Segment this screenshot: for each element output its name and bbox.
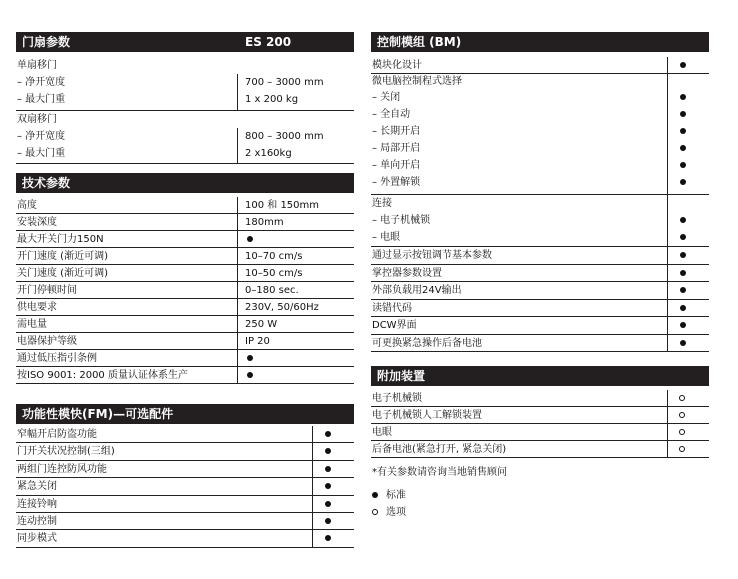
bm-table: [371, 57, 709, 352]
tech-row-1: [16, 214, 354, 231]
standard-dot-icon: [680, 270, 686, 276]
acc-table: [371, 390, 709, 458]
double-door-title: 双扇移门: [17, 114, 57, 125]
bm-row-5-label: 可更换紧急操作后备电池: [372, 337, 482, 349]
tech-params-header: [16, 173, 354, 193]
fm-row-4: [16, 496, 354, 513]
bm-row-1-label: 掌控器参数设置: [372, 267, 442, 279]
bm-modular-label: 模块化设计: [372, 60, 422, 71]
bm-program-label: – 全自动: [372, 109, 411, 120]
fm-row-3-label: 紧急关闭: [17, 481, 57, 493]
standard-dot-icon: [247, 236, 253, 242]
tech-row-4-label: 关门速度 (渐近可调): [17, 268, 108, 279]
fm-table: [16, 426, 354, 548]
fm-row-2: [16, 461, 354, 478]
door-params-model: ES 200: [245, 35, 292, 49]
bm-program-0: [371, 89, 709, 106]
acc-note: *有关参数请咨询当地销售顾问: [372, 467, 507, 478]
tech-row-9: [16, 350, 354, 367]
bm-program-4: [371, 157, 709, 174]
double-door-width-label: – 净开宽度: [17, 131, 66, 142]
bm-connect-title: 连接: [372, 198, 392, 209]
bm-header: [371, 32, 709, 52]
tech-row-2: [16, 231, 354, 248]
acc-header: [371, 366, 709, 386]
standard-dot-icon: [680, 305, 686, 311]
bm-program-label: – 单向开启: [372, 160, 421, 171]
tech-row-5: [16, 282, 354, 299]
standard-dot-icon: [325, 466, 331, 472]
standard-dot-icon: [325, 518, 331, 524]
tech-row-4-value: 10–50 cm/s: [245, 268, 303, 279]
bm-row-5: [371, 335, 709, 353]
standard-dot-icon: [680, 145, 686, 151]
optional-circle-icon: [679, 446, 685, 452]
double-door-weight-label: – 最大门重: [17, 148, 66, 159]
tech-row-7-value: 250 W: [245, 319, 278, 330]
acc-row-3-label: 后备电池(紧急打开, 紧急关闭): [372, 444, 507, 455]
acc-row-1-label: 电子机械锁人工解锁装置: [372, 410, 482, 421]
tech-row-3-label: 开门速度 (渐近可调): [17, 251, 108, 262]
tech-row-0-label: 高度: [17, 200, 37, 211]
tech-params-title: 技术参数: [22, 176, 71, 190]
standard-dot-icon: [325, 483, 331, 489]
standard-dot-icon: [325, 535, 331, 541]
tech-row-3-value: 10–70 cm/s: [245, 251, 303, 262]
standard-dot-icon: [680, 128, 686, 134]
optional-circle-icon: [679, 395, 685, 401]
tech-row-9-label: 通过低压指引条例: [17, 353, 97, 364]
fm-row-5: [16, 513, 354, 530]
tech-row-6-value: 230V, 50/60Hz: [245, 302, 319, 313]
door-params-header: [16, 32, 354, 52]
bm-connect-label: – 电眼: [372, 232, 401, 243]
standard-dot-icon: [680, 111, 686, 117]
bm-program-label: – 关闭: [372, 92, 401, 103]
bm-row-2: [371, 282, 709, 300]
tech-row-8: [16, 333, 354, 350]
standard-dot-icon: [680, 217, 686, 223]
single-door-title: 单扇移门: [17, 60, 57, 71]
tech-row-8-value: IP 20: [245, 336, 270, 347]
tech-row-8-label: 电器保护等级: [17, 336, 77, 347]
bm-row-4-label: DCW界面: [372, 320, 417, 331]
legend-standard: [372, 486, 406, 501]
tech-row-7-label: 需电量: [17, 319, 47, 330]
tech-params-table: [16, 197, 354, 384]
bm-row-3: [371, 300, 709, 318]
tech-row-1-value: 180mm: [245, 217, 284, 228]
bm-program-5: [371, 174, 709, 191]
standard-dot-icon: [325, 431, 331, 437]
single-door-width-value: 700 – 3000 mm: [245, 77, 324, 88]
fm-row-0: [16, 426, 354, 443]
bm-program-2: [371, 123, 709, 140]
standard-dot-icon: [680, 94, 686, 100]
standard-dot-icon: [247, 355, 253, 361]
bm-connect-group: [371, 195, 709, 247]
acc-row-2: [371, 424, 709, 441]
tech-row-1-label: 安装深度: [17, 217, 57, 228]
tech-row-0-value: 100 和 150mm: [245, 200, 320, 211]
standard-dot-icon: [680, 252, 686, 258]
single-door-group: [16, 57, 354, 111]
tech-row-4: [16, 265, 354, 282]
bm-program-title: 微电脑控制程式选择: [372, 76, 462, 87]
bm-connect-0: [371, 212, 709, 229]
acc-title: 附加装置: [377, 369, 426, 383]
single-door-weight-value: 1 x 200 kg: [245, 94, 299, 105]
tech-row-6-label: 供电要求: [17, 302, 57, 313]
acc-row-2-label: 电眼: [372, 427, 392, 438]
bm-modular-row: [371, 57, 709, 74]
bm-title: 控制模组 (BM): [377, 35, 462, 49]
standard-dot-icon: [325, 501, 331, 507]
acc-row-3: [371, 441, 709, 458]
standard-dot-icon: [680, 322, 686, 328]
fm-row-1-label: 门开关状况控制(三组): [17, 446, 115, 458]
double-door-width-value: 800 – 3000 mm: [245, 131, 324, 142]
fm-row-3: [16, 478, 354, 495]
tech-row-7: [16, 316, 354, 333]
legend-optional: [372, 503, 406, 518]
fm-row-4-label: 连接铃响: [17, 498, 57, 510]
bm-program-label: – 长期开启: [372, 126, 421, 137]
double-door-weight-value: 2 x160kg: [245, 148, 292, 159]
standard-dot-icon: [680, 179, 686, 185]
acc-row-0-label: 电子机械锁: [372, 393, 422, 404]
legend-optional-label: 选项: [386, 507, 406, 518]
fm-row-6-label: 同步模式: [17, 533, 57, 545]
tech-row-10-label: 按ISO 9001: 2000 质量认证体系生产: [17, 370, 188, 381]
tech-row-2-label: 最大开关门力150N: [17, 234, 104, 245]
fm-row-1: [16, 443, 354, 460]
legend-standard-label: 标准: [386, 490, 406, 501]
optional-circle-icon: [679, 412, 685, 418]
fm-title: 功能性模快(FM)—可选配件: [22, 407, 174, 421]
standard-dot-icon: [247, 372, 253, 378]
tech-row-5-value: 0–180 sec.: [245, 285, 299, 296]
single-door-weight-label: – 最大门重: [17, 94, 66, 105]
standard-dot-icon: [680, 162, 686, 168]
tech-row-3: [16, 248, 354, 265]
bm-row-0: [371, 247, 709, 265]
bm-row-4: [371, 317, 709, 335]
standard-dot-icon: [372, 492, 378, 498]
single-door-width-label: – 净开宽度: [17, 77, 66, 88]
bm-row-1: [371, 265, 709, 283]
optional-circle-icon: [372, 509, 378, 515]
bm-row-0-label: 通过显示按钮调节基本参数: [372, 250, 492, 261]
bm-program-group: [371, 74, 709, 195]
tech-row-0: [16, 197, 354, 214]
optional-circle-icon: [679, 429, 685, 435]
fm-header: [16, 404, 354, 424]
tech-row-5-label: 开门停顿时间: [17, 285, 77, 296]
fm-row-0-label: 窄幅开启防盗功能: [17, 429, 97, 440]
fm-row-5-label: 连动控制: [17, 515, 57, 527]
bm-connect-1: [371, 229, 709, 246]
standard-dot-icon: [680, 287, 686, 293]
acc-row-1: [371, 407, 709, 424]
standard-dot-icon: [680, 340, 686, 346]
bm-program-label: – 局部开启: [372, 143, 421, 154]
double-door-group: [16, 111, 354, 164]
door-params-title: 门扇参数: [22, 35, 71, 49]
bm-program-3: [371, 140, 709, 157]
bm-row-3-label: 读错代码: [372, 302, 412, 314]
standard-dot-icon: [680, 62, 686, 68]
bm-row-2-label: 外部负载用24V输出: [372, 285, 462, 296]
standard-dot-icon: [325, 448, 331, 454]
standard-dot-icon: [680, 234, 686, 240]
door-params-table: [16, 57, 354, 164]
fm-row-2-label: 两组门连控防风功能: [17, 463, 107, 475]
fm-row-6: [16, 530, 354, 547]
tech-row-10: [16, 367, 354, 384]
bm-program-label: – 外置解锁: [372, 177, 421, 188]
acc-row-0: [371, 390, 709, 407]
bm-connect-label: – 电子机械锁: [372, 215, 431, 226]
bm-program-1: [371, 106, 709, 123]
tech-row-6: [16, 299, 354, 316]
